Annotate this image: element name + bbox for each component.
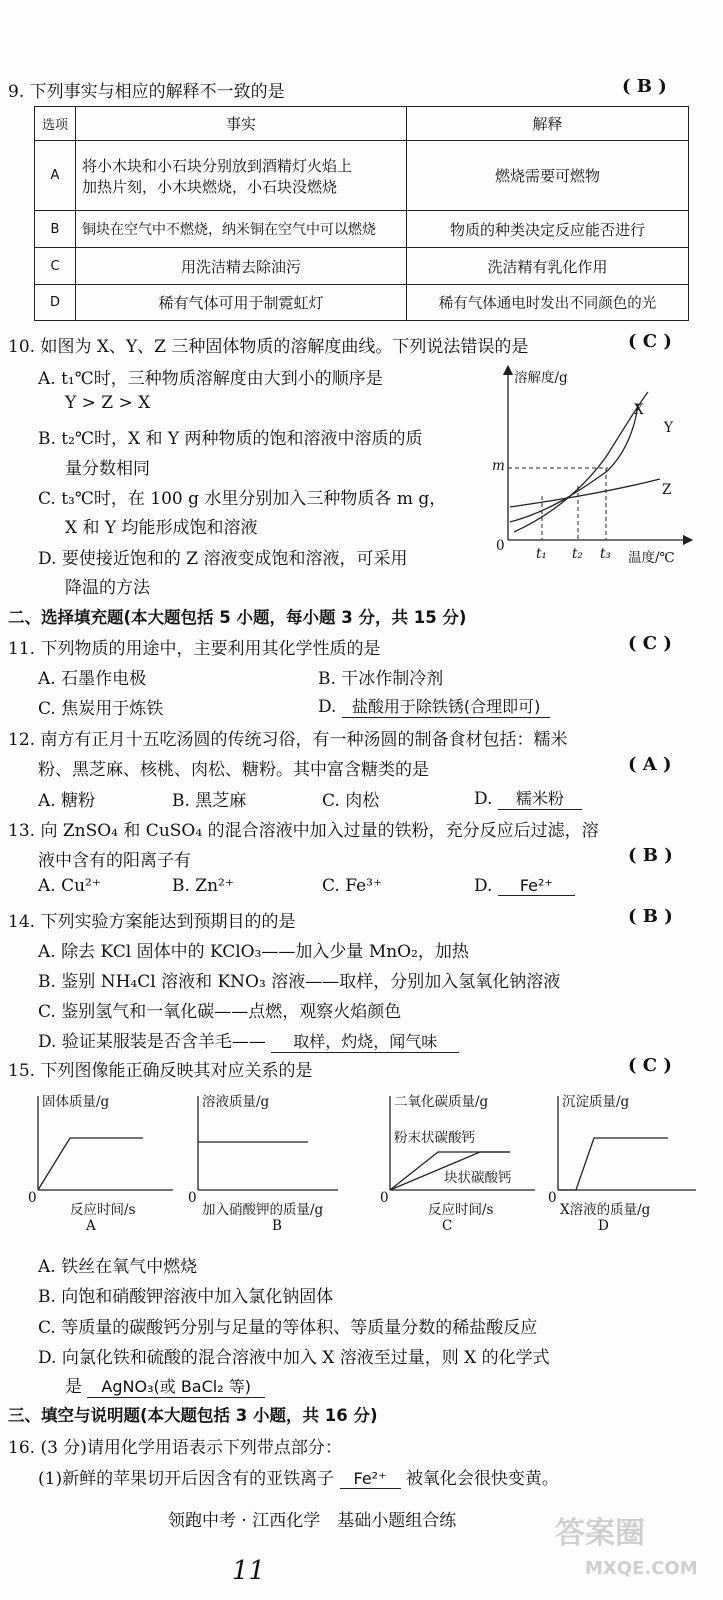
q13-option-a: A. Cu²⁺ [38,876,101,896]
q10-answer: ( C ) [628,331,672,352]
q16-part-1-post: 被氧化会很快变黄。 [405,1469,559,1489]
table-row [35,285,689,321]
table-header-row [35,107,689,141]
graph-d-origin: 0 [548,1190,557,1206]
q10-option-b: B. t₂℃时，X 和 Y 两种物质的饱和溶液中溶质的质 [38,429,423,449]
q16-stem: 16. (3 分)请用化学用语表示下列带点部分： [8,1438,342,1458]
watermark-logo: 答案圈 [555,1516,645,1551]
graph-b-origin: 0 [188,1190,197,1206]
option-text: D. 验证某服装是否含羊毛—— [38,1032,266,1052]
q15-option-b: B. 向饱和硝酸钾溶液中加入氯化钠固体 [38,1287,334,1307]
origin-label: 0 [496,538,505,554]
graph-d-ylabel: 沉淀质量/g [562,1094,630,1110]
q9-table [34,106,689,321]
graph-a [28,1090,178,1240]
table-header: 选项 [35,107,76,141]
t1-label: t₁ [536,546,547,562]
option-text: 是 [65,1377,82,1397]
q13-answer: ( B ) [628,845,673,866]
q11-option-b: B. 干冰作制冷剂 [318,669,444,689]
graph-a-line [38,1138,143,1190]
answer-fill: 糯米粉 [498,786,582,810]
table-row [35,211,689,248]
graph-c-ann-block: 块状碳酸钙 [444,1170,512,1186]
graph-c-origin: 0 [380,1190,389,1206]
option-letter: D. [474,876,493,896]
q10-option-b-cont: 量分数相同 [65,459,150,479]
section-3-heading: 三、填空与说明题(本大题包括 3 小题，共 16 分) [8,1406,378,1425]
q14-stem: 14. 下列实验方案能达到预期目的的是 [8,912,296,932]
cell-line: 加热片刻，小木块燃烧，小石块没燃烧 [82,177,338,196]
table-row [35,248,689,285]
q14-option-c: C. 鉴别氢气和一氧化碳——点燃，观察火焰颜色 [38,1002,402,1022]
q9-stem: 9. 下列事实与相应的解释不一致的是 [8,82,285,102]
m-label: m [492,458,505,474]
q15-option-a: A. 铁丝在氧气中燃烧 [38,1257,198,1277]
q15-option-c: C. 等质量的碳酸钙分别与足量的等体积、等质量分数的稀盐酸反应 [38,1318,538,1338]
watermark-url: MXQE.COM [585,1558,698,1579]
table-cell [76,141,407,211]
table-cell: A [35,141,76,211]
q10-option-d: D. 要使接近饱和的 Z 溶液变成饱和溶液，可采用 [38,549,408,569]
q15-stem: 15. 下列图像能正确反映其对应关系的是 [8,1061,313,1081]
table-cell: 用洗洁精去除油污 [76,248,407,285]
solubility-graph [488,362,698,572]
answer-fill: Fe²⁺ [498,876,575,896]
graph-d-line [558,1138,668,1190]
q14-answer: ( B ) [628,906,673,927]
table-header: 解释 [407,107,689,141]
table-row [35,141,689,211]
answer-fill: 盐酸用于除铁锈(合理即可) [342,694,551,718]
q10-option-a-cont: Y > Z > X [65,393,151,413]
curve-x-label: X [634,402,644,418]
curve-z-label: Z [662,482,672,498]
q12-option-b: B. 黑芝麻 [172,791,247,811]
q10-option-d-cont: 降温的方法 [65,578,150,598]
q12-option-a: A. 糖粉 [38,791,96,811]
t3-label: t₃ [600,546,611,562]
q16-part-1-pre: (1)新鲜的苹果切开后因含有的亚铁离子 [38,1469,335,1489]
graph-b-ylabel: 溶液质量/g [202,1094,270,1110]
solubility-graph-svg [488,362,698,572]
q11-answer: ( C ) [628,633,672,654]
q13-option-d [474,876,575,896]
q14-option-d [38,1027,459,1053]
q11-stem: 11. 下列物质的用途中，主要利用其化学性质的是 [8,639,381,659]
q12-stem: 12. 南方有正月十五吃汤圆的传统习俗，有一种汤圆的制备食材包括：糯米 [8,730,568,750]
table-cell: 物质的种类决定反应能否进行 [407,211,689,248]
q10-option-c-cont: X 和 Y 均能形成饱和溶液 [65,518,258,538]
graph-c-xlabel: 反应时间/s [428,1202,494,1218]
q12-option-c: C. 肉松 [322,791,380,811]
q13-stem: 13. 向 ZnSO₄ 和 CuSO₄ 的混合溶液中加入过量的铁粉，充分反应后过滤，溶 [8,821,599,841]
graph-b [188,1090,368,1240]
page-number: 11 [232,1556,266,1586]
graph-c-label: C [442,1218,453,1234]
graph-c [380,1090,545,1240]
q15-answer: ( C ) [628,1055,672,1076]
curve-y-label: Y [664,420,673,436]
table-cell: C [35,248,76,285]
table-cell: 铜块在空气中不燃烧，纳米铜在空气中可以燃烧 [76,211,407,248]
option-letter: D. [474,789,493,809]
table-cell: 稀有气体可用于制霓虹灯 [76,285,407,321]
graph-b-xlabel: 加入硝酸钾的质量/g [202,1202,324,1218]
q16-part-1 [38,1464,559,1489]
graph-a-label: A [86,1218,96,1234]
table-cell: 燃烧需要可燃物 [407,141,689,211]
option-letter: D. [318,697,337,717]
curve-z [510,479,660,507]
table-header: 事实 [76,107,407,141]
q10-option-a: A. t₁℃时，三种物质溶解度由大到小的顺序是 [38,369,383,389]
answer-fill: AgNO₃(或 BaCl₂ 等) [87,1374,265,1398]
graph-ylabel: 溶解度/g [514,370,568,386]
graph-a-ylabel: 固体质量/g [42,1094,110,1110]
q11-option-a: A. 石墨作电极 [38,669,147,689]
graph-a-xlabel: 反应时间/s [70,1202,136,1218]
q11-option-c: C. 焦炭用于炼铁 [38,699,164,719]
table-cell: D [35,285,76,321]
table-cell: 洗洁精有乳化作用 [407,248,689,285]
q12-option-d [474,786,582,810]
graph-xlabel: 温度/℃ [628,550,675,566]
q13-option-b: B. Zn²⁺ [172,876,234,896]
table-cell: 稀有气体通电时发出不同颜色的光 [407,285,689,321]
q15-option-d-cont [65,1372,265,1398]
q9-answer: ( B ) [622,76,667,97]
q14-option-b: B. 鉴别 NH₄Cl 溶液和 KNO₃ 溶液——取样，分别加入氢氧化钠溶液 [38,972,561,992]
q15-option-d: D. 向氯化铁和硫酸的混合溶液中加入 X 溶液至过量，则 X 的化学式 [38,1348,550,1368]
graph-d [548,1090,708,1240]
answer-fill: 取样，灼烧，闻气味 [271,1029,459,1053]
q10-option-c: C. t₃℃时，在 100 g 水里分别加入三种物质各 m g， [38,489,447,509]
q13-stem-cont: 液中含有的阳离子有 [38,851,191,871]
q12-stem-cont: 粉、黑芝麻、核桃、肉松、糖粉。其中富含糖类的是 [38,760,429,780]
answer-fill: Fe²⁺ [340,1469,401,1489]
graph-c-ylabel: 二氧化碳质量/g [394,1094,489,1110]
page-footer: 领跑中考 · 江西化学 基础小题组合练 [168,1511,457,1531]
table-cell: B [35,211,76,248]
section-2-heading: 二、选择填充题(本大题包括 5 小题，每小题 3 分，共 15 分) [8,608,467,627]
q12-answer: ( A ) [628,754,672,775]
q10-stem: 10. 如图为 X、Y、Z 三种固体物质的溶解度曲线。下列说法错误的是 [8,337,529,357]
curve-x [514,392,648,532]
graph-c-ann-powder: 粉末状碳酸钙 [394,1130,475,1146]
t2-label: t₂ [572,546,583,562]
graph-d-xlabel: X溶液的质量/g [560,1202,651,1218]
q14-option-a: A. 除去 KCl 固体中的 KClO₃——加入少量 MnO₂，加热 [38,942,469,962]
q13-option-c: C. Fe³⁺ [322,876,382,896]
q11-option-d [318,694,550,718]
graph-d-label: D [598,1218,609,1234]
graph-b-label: B [272,1218,282,1234]
graph-a-origin: 0 [28,1190,37,1206]
cell-line: 将小木块和小石块分别放到酒精灯火焰上 [82,156,353,175]
